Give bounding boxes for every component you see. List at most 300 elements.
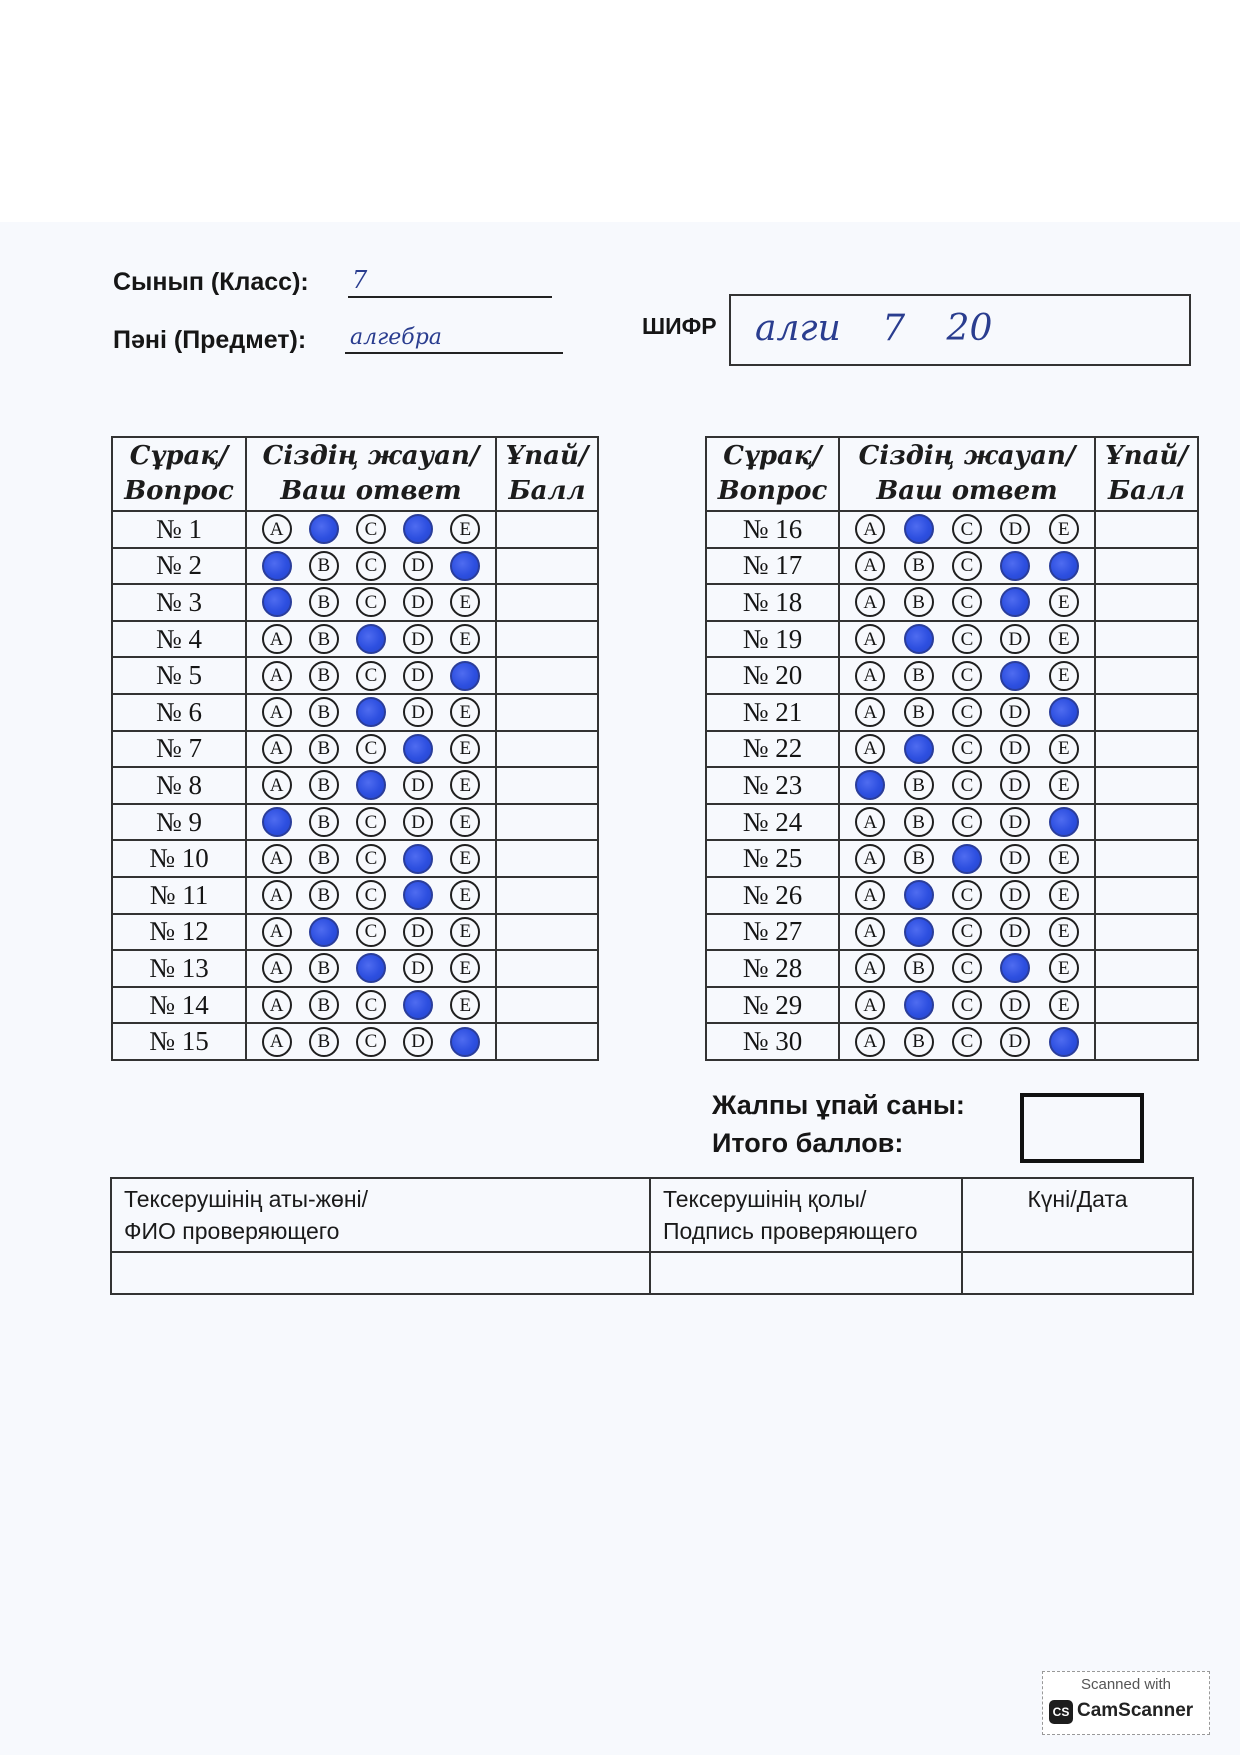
score-cell[interactable] bbox=[496, 804, 598, 841]
answer-bubble-a[interactable]: A bbox=[262, 844, 292, 874]
answer-bubble-a[interactable] bbox=[262, 807, 292, 837]
answer-options-cell bbox=[839, 1023, 1095, 1060]
score-cell[interactable] bbox=[496, 987, 598, 1024]
answer-bubble-b[interactable] bbox=[904, 624, 934, 654]
answer-bubble-b[interactable]: B bbox=[309, 697, 339, 727]
table-row bbox=[706, 1023, 1198, 1060]
answer-bubble-d[interactable]: D bbox=[403, 661, 433, 691]
score-cell[interactable] bbox=[1095, 731, 1198, 768]
checker-signature-cell[interactable] bbox=[650, 1252, 962, 1294]
answer-bubble-d[interactable]: D bbox=[403, 953, 433, 983]
answer-bubble-e[interactable]: E bbox=[1049, 880, 1079, 910]
class-value[interactable]: 7 bbox=[352, 266, 368, 294]
score-cell[interactable] bbox=[1095, 804, 1198, 841]
checker-name-header bbox=[111, 1178, 650, 1252]
answer-options-cell bbox=[839, 731, 1095, 768]
answer-options-cell bbox=[246, 511, 496, 548]
answer-bubble-d[interactable]: D bbox=[403, 807, 433, 837]
score-cell[interactable] bbox=[1095, 987, 1198, 1024]
camscanner-watermark bbox=[1042, 1671, 1210, 1735]
answer-bubble-a[interactable]: A bbox=[855, 844, 885, 874]
score-cell[interactable] bbox=[496, 767, 598, 804]
score-cell[interactable] bbox=[1095, 584, 1198, 621]
table-row bbox=[706, 840, 1198, 877]
answer-bubble-a[interactable]: A bbox=[855, 807, 885, 837]
score-cell[interactable] bbox=[496, 621, 598, 658]
answer-bubble-c[interactable]: C bbox=[952, 880, 982, 910]
answer-bubble-c[interactable]: C bbox=[356, 587, 386, 617]
answer-bubble-b[interactable]: B bbox=[904, 697, 934, 727]
table-row bbox=[706, 950, 1198, 987]
answer-bubble-d[interactable] bbox=[403, 990, 433, 1020]
answer-options-cell bbox=[246, 548, 496, 585]
score-cell[interactable] bbox=[1095, 548, 1198, 585]
answer-bubble-d[interactable]: D bbox=[1000, 1027, 1030, 1057]
answer-bubble-e[interactable]: E bbox=[450, 734, 480, 764]
table-row bbox=[112, 511, 598, 548]
answer-bubbles bbox=[247, 951, 495, 986]
answer-bubble-e[interactable] bbox=[1049, 807, 1079, 837]
answer-bubble-a[interactable] bbox=[855, 770, 885, 800]
answer-bubble-a[interactable]: A bbox=[855, 880, 885, 910]
table-row bbox=[112, 657, 598, 694]
answer-options-cell bbox=[246, 1023, 496, 1060]
answer-bubble-b[interactable]: B bbox=[309, 587, 339, 617]
answer-bubble-e[interactable] bbox=[450, 661, 480, 691]
answer-bubbles bbox=[840, 988, 1094, 1023]
answer-bubble-e[interactable]: E bbox=[450, 880, 480, 910]
answer-bubble-c[interactable]: C bbox=[356, 844, 386, 874]
table-row bbox=[706, 548, 1198, 585]
score-cell[interactable] bbox=[1095, 877, 1198, 914]
answer-bubble-c[interactable]: C bbox=[952, 551, 982, 581]
answer-bubble-d[interactable] bbox=[403, 514, 433, 544]
answer-bubble-e[interactable]: E bbox=[1049, 990, 1079, 1020]
answer-bubble-e[interactable]: E bbox=[1049, 661, 1079, 691]
answer-bubble-a[interactable]: A bbox=[262, 917, 292, 947]
answer-bubble-b[interactable] bbox=[904, 734, 934, 764]
answer-bubble-d[interactable] bbox=[1000, 661, 1030, 691]
answer-header-kz: Сіздің жауап/ bbox=[858, 441, 1076, 471]
answer-bubble-e[interactable]: E bbox=[450, 990, 480, 1020]
date-label: Күні/Дата bbox=[1027, 1186, 1128, 1212]
answer-bubble-e[interactable]: E bbox=[450, 770, 480, 800]
answer-bubbles bbox=[840, 878, 1094, 913]
answer-bubble-d[interactable]: D bbox=[1000, 624, 1030, 654]
answer-options-cell bbox=[246, 950, 496, 987]
answer-bubble-a[interactable]: A bbox=[855, 587, 885, 617]
answer-bubble-c[interactable]: C bbox=[952, 587, 982, 617]
answer-options-cell bbox=[839, 584, 1095, 621]
answer-bubble-b[interactable] bbox=[904, 917, 934, 947]
date-cell[interactable] bbox=[962, 1252, 1193, 1294]
answer-options-cell bbox=[246, 731, 496, 768]
question-number: № 11 bbox=[112, 877, 246, 914]
answer-bubble-c[interactable]: C bbox=[952, 953, 982, 983]
score-cell[interactable] bbox=[496, 1023, 598, 1060]
answer-bubbles bbox=[840, 951, 1094, 986]
answer-header-ru: Ваш ответ bbox=[280, 476, 462, 506]
answer-bubble-d[interactable]: D bbox=[1000, 734, 1030, 764]
answer-bubbles bbox=[247, 1024, 495, 1059]
answer-rows-right bbox=[706, 511, 1198, 1060]
question-number: № 29 bbox=[706, 987, 839, 1024]
class-label: Сынып (Класс): bbox=[113, 268, 309, 296]
answer-bubble-b[interactable]: B bbox=[309, 734, 339, 764]
answer-bubble-e[interactable]: E bbox=[1049, 953, 1079, 983]
answer-bubble-d[interactable]: D bbox=[1000, 990, 1030, 1020]
answer-bubble-b[interactable]: B bbox=[309, 880, 339, 910]
answer-bubble-b[interactable] bbox=[904, 514, 934, 544]
answer-bubble-a[interactable]: A bbox=[855, 953, 885, 983]
answer-bubble-b[interactable] bbox=[309, 917, 339, 947]
answer-bubbles bbox=[247, 658, 495, 693]
total-score-box[interactable] bbox=[1020, 1093, 1144, 1163]
question-header-ru: Вопрос bbox=[717, 476, 828, 506]
answer-bubble-a[interactable]: A bbox=[855, 697, 885, 727]
table-row bbox=[112, 548, 598, 585]
answer-bubble-c[interactable] bbox=[952, 844, 982, 874]
answer-bubble-b[interactable]: B bbox=[309, 551, 339, 581]
score-cell[interactable] bbox=[1095, 950, 1198, 987]
answer-bubble-a[interactable]: A bbox=[262, 770, 292, 800]
answer-bubble-a[interactable]: A bbox=[262, 697, 292, 727]
answer-bubble-b[interactable]: B bbox=[904, 953, 934, 983]
answer-bubbles bbox=[840, 549, 1094, 584]
answer-bubble-a[interactable]: A bbox=[262, 514, 292, 544]
answer-bubble-c[interactable]: C bbox=[356, 1027, 386, 1057]
answer-bubbles bbox=[247, 732, 495, 767]
answer-bubble-a[interactable]: A bbox=[262, 880, 292, 910]
answer-bubble-b[interactable] bbox=[904, 880, 934, 910]
table-row bbox=[706, 877, 1198, 914]
question-number: № 19 bbox=[706, 621, 839, 658]
answer-header-kz: Сіздің жауап/ bbox=[262, 441, 480, 471]
question-number: № 2 bbox=[112, 548, 246, 585]
answer-bubbles bbox=[840, 768, 1094, 803]
answer-bubble-d[interactable]: D bbox=[403, 770, 433, 800]
answer-bubble-a[interactable]: A bbox=[262, 1027, 292, 1057]
answer-bubbles bbox=[247, 622, 495, 657]
answer-bubble-b[interactable] bbox=[904, 990, 934, 1020]
answer-bubbles bbox=[840, 805, 1094, 840]
answer-bubble-d[interactable]: D bbox=[403, 587, 433, 617]
table-row bbox=[112, 621, 598, 658]
table-row bbox=[112, 731, 598, 768]
class-underline bbox=[348, 296, 552, 298]
answer-bubble-b[interactable]: B bbox=[904, 807, 934, 837]
answer-bubble-b[interactable]: B bbox=[904, 1027, 934, 1057]
answer-options-cell bbox=[839, 511, 1095, 548]
score-column-header bbox=[1095, 437, 1198, 511]
question-number: № 14 bbox=[112, 987, 246, 1024]
answer-options-cell bbox=[839, 914, 1095, 951]
table-row bbox=[706, 657, 1198, 694]
subject-value[interactable]: алгебра bbox=[350, 325, 442, 350]
answer-bubble-b[interactable]: B bbox=[904, 587, 934, 617]
answer-options-cell bbox=[246, 621, 496, 658]
table-row bbox=[112, 950, 598, 987]
answer-bubble-a[interactable]: A bbox=[855, 1027, 885, 1057]
answer-bubble-e[interactable] bbox=[450, 551, 480, 581]
score-header-kz: Ұпай/ bbox=[505, 441, 589, 471]
answer-bubble-e[interactable]: E bbox=[450, 807, 480, 837]
answer-bubble-c[interactable]: C bbox=[952, 990, 982, 1020]
answer-bubbles bbox=[840, 512, 1094, 547]
answer-options-cell bbox=[246, 840, 496, 877]
answer-bubble-a[interactable] bbox=[262, 551, 292, 581]
answer-bubble-b[interactable]: B bbox=[309, 953, 339, 983]
answer-bubble-c[interactable]: C bbox=[952, 624, 982, 654]
answer-bubble-d[interactable] bbox=[1000, 551, 1030, 581]
answer-bubble-b[interactable]: B bbox=[309, 1027, 339, 1057]
answer-bubble-c[interactable]: C bbox=[952, 734, 982, 764]
answer-bubble-e[interactable]: E bbox=[1049, 917, 1079, 947]
answer-bubbles bbox=[840, 695, 1094, 730]
answer-bubble-e[interactable]: E bbox=[450, 514, 480, 544]
score-cell[interactable] bbox=[1095, 840, 1198, 877]
answer-bubble-c[interactable]: C bbox=[952, 514, 982, 544]
question-number: № 28 bbox=[706, 950, 839, 987]
question-number: № 7 bbox=[112, 731, 246, 768]
question-number: № 26 bbox=[706, 877, 839, 914]
answer-bubble-e[interactable]: E bbox=[450, 697, 480, 727]
score-cell[interactable] bbox=[496, 694, 598, 731]
answer-bubble-e[interactable]: E bbox=[450, 917, 480, 947]
question-number: № 21 bbox=[706, 694, 839, 731]
answer-options-cell bbox=[839, 877, 1095, 914]
watermark-caption: Scanned with bbox=[1080, 1676, 1172, 1693]
answer-bubble-e[interactable]: E bbox=[1049, 734, 1079, 764]
score-cell[interactable] bbox=[1095, 511, 1198, 548]
answer-bubble-e[interactable]: E bbox=[1049, 770, 1079, 800]
answer-bubble-e[interactable]: E bbox=[1049, 587, 1079, 617]
answer-options-cell bbox=[246, 987, 496, 1024]
answer-bubble-a[interactable]: A bbox=[262, 990, 292, 1020]
answer-bubble-a[interactable]: A bbox=[262, 624, 292, 654]
question-number: № 3 bbox=[112, 584, 246, 621]
answer-bubble-c[interactable] bbox=[356, 953, 386, 983]
answer-bubble-e[interactable]: E bbox=[450, 624, 480, 654]
answer-bubble-d[interactable] bbox=[403, 734, 433, 764]
answer-bubble-b[interactable]: B bbox=[904, 844, 934, 874]
answer-bubble-d[interactable] bbox=[403, 880, 433, 910]
score-cell[interactable] bbox=[496, 584, 598, 621]
score-cell[interactable] bbox=[496, 840, 598, 877]
answer-bubble-c[interactable]: C bbox=[952, 697, 982, 727]
answer-options-cell bbox=[246, 694, 496, 731]
answer-bubble-c[interactable]: C bbox=[356, 990, 386, 1020]
answer-options-cell bbox=[246, 804, 496, 841]
score-cell[interactable] bbox=[1095, 1023, 1198, 1060]
answer-bubbles bbox=[247, 988, 495, 1023]
answer-bubble-b[interactable]: B bbox=[309, 661, 339, 691]
answer-bubbles bbox=[247, 549, 495, 584]
answer-bubble-a[interactable]: A bbox=[855, 624, 885, 654]
answer-options-cell bbox=[839, 987, 1095, 1024]
answer-column-header bbox=[246, 437, 496, 511]
answer-bubbles bbox=[247, 805, 495, 840]
score-cell[interactable] bbox=[1095, 914, 1198, 951]
table-row bbox=[112, 1023, 598, 1060]
subject-label: Пәні (Предмет): bbox=[113, 326, 307, 354]
checker-name-cell[interactable] bbox=[111, 1252, 650, 1294]
score-cell[interactable] bbox=[496, 657, 598, 694]
answer-bubble-b[interactable]: B bbox=[904, 770, 934, 800]
answer-bubble-a[interactable]: A bbox=[855, 990, 885, 1020]
answer-bubble-c[interactable]: C bbox=[952, 917, 982, 947]
code-box[interactable] bbox=[729, 294, 1191, 366]
answer-bubble-a[interactable]: A bbox=[262, 661, 292, 691]
question-column-header bbox=[706, 437, 839, 511]
answer-bubble-b[interactable]: B bbox=[309, 624, 339, 654]
score-cell[interactable] bbox=[496, 914, 598, 951]
answer-bubble-d[interactable]: D bbox=[1000, 770, 1030, 800]
answer-bubble-a[interactable]: A bbox=[262, 734, 292, 764]
answer-bubble-d[interactable]: D bbox=[403, 624, 433, 654]
answer-bubble-d[interactable]: D bbox=[403, 917, 433, 947]
answer-header-ru: Ваш ответ bbox=[876, 476, 1058, 506]
answer-bubble-c[interactable]: C bbox=[952, 1027, 982, 1057]
answer-bubble-a[interactable]: A bbox=[855, 917, 885, 947]
answer-bubble-e[interactable] bbox=[1049, 697, 1079, 727]
checker-signature-header bbox=[650, 1178, 962, 1252]
answer-bubble-b[interactable]: B bbox=[904, 661, 934, 691]
answer-bubble-d[interactable] bbox=[403, 844, 433, 874]
question-header-ru: Вопрос bbox=[124, 476, 234, 506]
answer-bubble-d[interactable]: D bbox=[1000, 917, 1030, 947]
answer-bubble-a[interactable]: A bbox=[855, 661, 885, 691]
answer-bubbles bbox=[247, 585, 495, 620]
table-row bbox=[112, 804, 598, 841]
subject-underline bbox=[345, 352, 563, 354]
checker-name-label-ru: ФИО проверяющего bbox=[124, 1218, 340, 1244]
answer-bubbles bbox=[247, 841, 495, 876]
answer-bubble-d[interactable]: D bbox=[403, 697, 433, 727]
answer-bubble-d[interactable] bbox=[1000, 953, 1030, 983]
question-number: № 4 bbox=[112, 621, 246, 658]
table-row bbox=[706, 914, 1198, 951]
score-header-kz: Ұпай/ bbox=[1105, 441, 1188, 471]
answer-bubble-e[interactable]: E bbox=[450, 587, 480, 617]
question-header-kz: Сұрақ/ bbox=[129, 441, 229, 471]
answer-bubble-a[interactable] bbox=[262, 587, 292, 617]
answer-options-cell bbox=[246, 767, 496, 804]
answer-bubble-c[interactable]: C bbox=[356, 880, 386, 910]
watermark-brand: CamScanner bbox=[1077, 1700, 1194, 1721]
answer-bubble-e[interactable]: E bbox=[1049, 514, 1079, 544]
score-cell[interactable] bbox=[1095, 657, 1198, 694]
score-cell[interactable] bbox=[496, 548, 598, 585]
question-number: № 20 bbox=[706, 657, 839, 694]
answer-bubble-c[interactable]: C bbox=[356, 514, 386, 544]
total-label-kz: Жалпы ұпай саны: bbox=[712, 1090, 965, 1120]
answer-bubble-d[interactable]: D bbox=[1000, 844, 1030, 874]
answer-bubble-c[interactable]: C bbox=[952, 807, 982, 837]
answer-bubble-b[interactable] bbox=[309, 514, 339, 544]
score-cell[interactable] bbox=[496, 950, 598, 987]
code-label: ШИФР bbox=[642, 313, 717, 339]
answer-bubble-e[interactable] bbox=[1049, 551, 1079, 581]
question-number: № 8 bbox=[112, 767, 246, 804]
question-number: № 25 bbox=[706, 840, 839, 877]
answer-bubbles bbox=[247, 915, 495, 950]
answer-bubble-c[interactable]: C bbox=[952, 661, 982, 691]
score-header-ru: Балл bbox=[508, 476, 586, 506]
answer-bubbles bbox=[840, 622, 1094, 657]
answer-bubble-a[interactable]: A bbox=[855, 734, 885, 764]
table-row bbox=[112, 914, 598, 951]
answer-bubble-e[interactable]: E bbox=[1049, 844, 1079, 874]
score-cell[interactable] bbox=[1095, 694, 1198, 731]
table-row bbox=[112, 767, 598, 804]
answer-bubble-d[interactable] bbox=[1000, 587, 1030, 617]
answer-bubble-d[interactable]: D bbox=[1000, 514, 1030, 544]
answer-bubble-c[interactable]: C bbox=[952, 770, 982, 800]
question-number: № 17 bbox=[706, 548, 839, 585]
answer-bubble-b[interactable]: B bbox=[309, 990, 339, 1020]
answer-bubble-a[interactable]: A bbox=[855, 551, 885, 581]
answer-bubble-a[interactable]: A bbox=[855, 514, 885, 544]
answer-bubbles bbox=[247, 695, 495, 730]
table-row bbox=[706, 731, 1198, 768]
answer-bubble-c[interactable]: C bbox=[356, 734, 386, 764]
answer-bubble-c[interactable] bbox=[356, 697, 386, 727]
answer-table-left bbox=[111, 436, 599, 1061]
question-number: № 5 bbox=[112, 657, 246, 694]
question-number: № 30 bbox=[706, 1023, 839, 1060]
answer-bubble-e[interactable]: E bbox=[450, 844, 480, 874]
answer-bubble-a[interactable]: A bbox=[262, 953, 292, 983]
table-row bbox=[112, 987, 598, 1024]
answer-bubble-e[interactable]: E bbox=[1049, 624, 1079, 654]
score-cell[interactable] bbox=[496, 731, 598, 768]
answer-bubble-d[interactable]: D bbox=[1000, 807, 1030, 837]
answer-bubble-b[interactable]: B bbox=[309, 844, 339, 874]
answer-bubble-e[interactable]: E bbox=[450, 953, 480, 983]
question-number: № 16 bbox=[706, 511, 839, 548]
score-cell[interactable] bbox=[1095, 621, 1198, 658]
date-header bbox=[962, 1178, 1193, 1252]
answer-bubble-d[interactable]: D bbox=[403, 551, 433, 581]
score-cell[interactable] bbox=[496, 511, 598, 548]
answer-bubble-d[interactable]: D bbox=[403, 1027, 433, 1057]
answer-bubble-c[interactable]: C bbox=[356, 661, 386, 691]
answer-bubble-d[interactable]: D bbox=[1000, 697, 1030, 727]
table-row bbox=[706, 694, 1198, 731]
score-column-header bbox=[496, 437, 598, 511]
checker-signature-label-kz: Тексерушінің қолы/ bbox=[663, 1186, 867, 1212]
answer-bubble-b[interactable]: B bbox=[904, 551, 934, 581]
answer-bubble-d[interactable]: D bbox=[1000, 880, 1030, 910]
answer-bubble-c[interactable]: C bbox=[356, 807, 386, 837]
answer-bubble-b[interactable]: B bbox=[309, 770, 339, 800]
answer-bubble-c[interactable]: C bbox=[356, 917, 386, 947]
camscanner-logo-icon: CS bbox=[1049, 1700, 1073, 1724]
answer-bubble-e[interactable] bbox=[450, 1027, 480, 1057]
score-cell[interactable] bbox=[496, 877, 598, 914]
answer-bubbles bbox=[840, 915, 1094, 950]
table-row bbox=[112, 584, 598, 621]
code-value: алги 7 20 bbox=[755, 308, 993, 349]
answer-bubble-e[interactable] bbox=[1049, 1027, 1079, 1057]
score-cell[interactable] bbox=[1095, 767, 1198, 804]
answer-bubble-c[interactable] bbox=[356, 624, 386, 654]
answer-options-cell bbox=[839, 548, 1095, 585]
answer-bubble-b[interactable]: B bbox=[309, 807, 339, 837]
answer-bubble-c[interactable] bbox=[356, 770, 386, 800]
answer-bubble-c[interactable]: C bbox=[356, 551, 386, 581]
